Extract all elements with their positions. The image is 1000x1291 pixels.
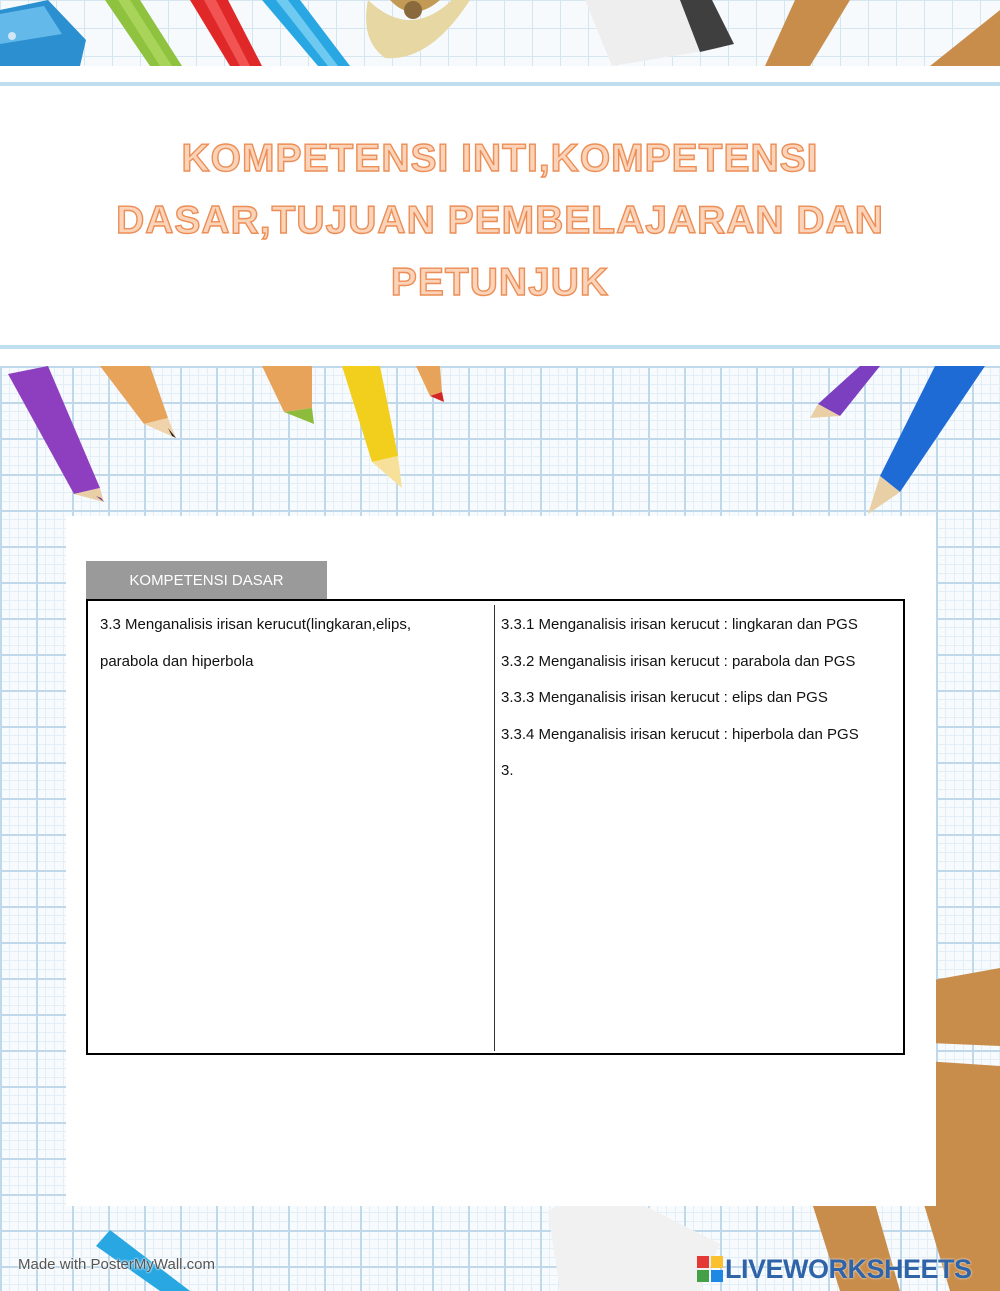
top-decoration-strip: [0, 0, 1000, 66]
kd-cell-left: [100, 607, 480, 680]
pencil-icon: [342, 366, 402, 488]
column-divider: [494, 605, 495, 1051]
pencil-icon: [416, 366, 444, 402]
pencil-icon: [262, 366, 314, 424]
indikator-line: 3.3.2 Menganalisis irisan kerucut : parabola dan PGS: [501, 652, 856, 670]
indikator-line: 3.3.1 Menganalisis irisan kerucut : lingkaran dan PGS: [501, 616, 858, 633]
brand-name: LIVEWORKSHEETS: [725, 1253, 972, 1284]
indikator-line: 3.3.4 Menganalisis irisan kerucut : hiperbola dan PGS: [501, 725, 859, 743]
sharpener-icon: [0, 0, 86, 66]
indikator-cell-right: [501, 607, 901, 790]
pencil-shavings-icon: [366, 0, 470, 58]
indikator-line: 3.3.3 Menganalisis irisan kerucut : elips dan PGS: [501, 689, 828, 706]
kompetensi-dasar-table: [86, 599, 905, 1055]
pencil-icon: [810, 366, 880, 418]
kd-left-line: 3.3 Menganalisis irisan kerucut(lingkaran,elips,: [100, 616, 411, 633]
pencil-icon: [8, 366, 104, 502]
kd-left-line: parabola dan hiperbola: [100, 652, 254, 670]
indikator-line: 3.: [501, 762, 514, 779]
pencil-icon: [100, 366, 176, 438]
pencil-icon: [105, 0, 182, 66]
pencil-icon: [190, 0, 262, 66]
pencil-icon: [868, 366, 985, 514]
ruler-icon: [765, 0, 1000, 66]
section-tab-kompetensi-dasar: KOMPETENSI DASAR: [86, 561, 327, 600]
liveworksheets-logo-icon: [697, 1256, 723, 1282]
eraser-icon: [585, 0, 734, 66]
top-rule: [0, 82, 1000, 86]
pencil-icon: [262, 0, 350, 66]
liveworksheets-brand[interactable]: [697, 1252, 972, 1286]
made-with-credit: Made with PosterMyWall.com: [18, 1256, 215, 1273]
bottom-rule: [0, 345, 1000, 349]
page-title: KOMPETENSI INTI,KOMPETENSI DASAR,TUJUAN PEMBELAJARAN DAN PETUNJUK: [116, 137, 884, 304]
